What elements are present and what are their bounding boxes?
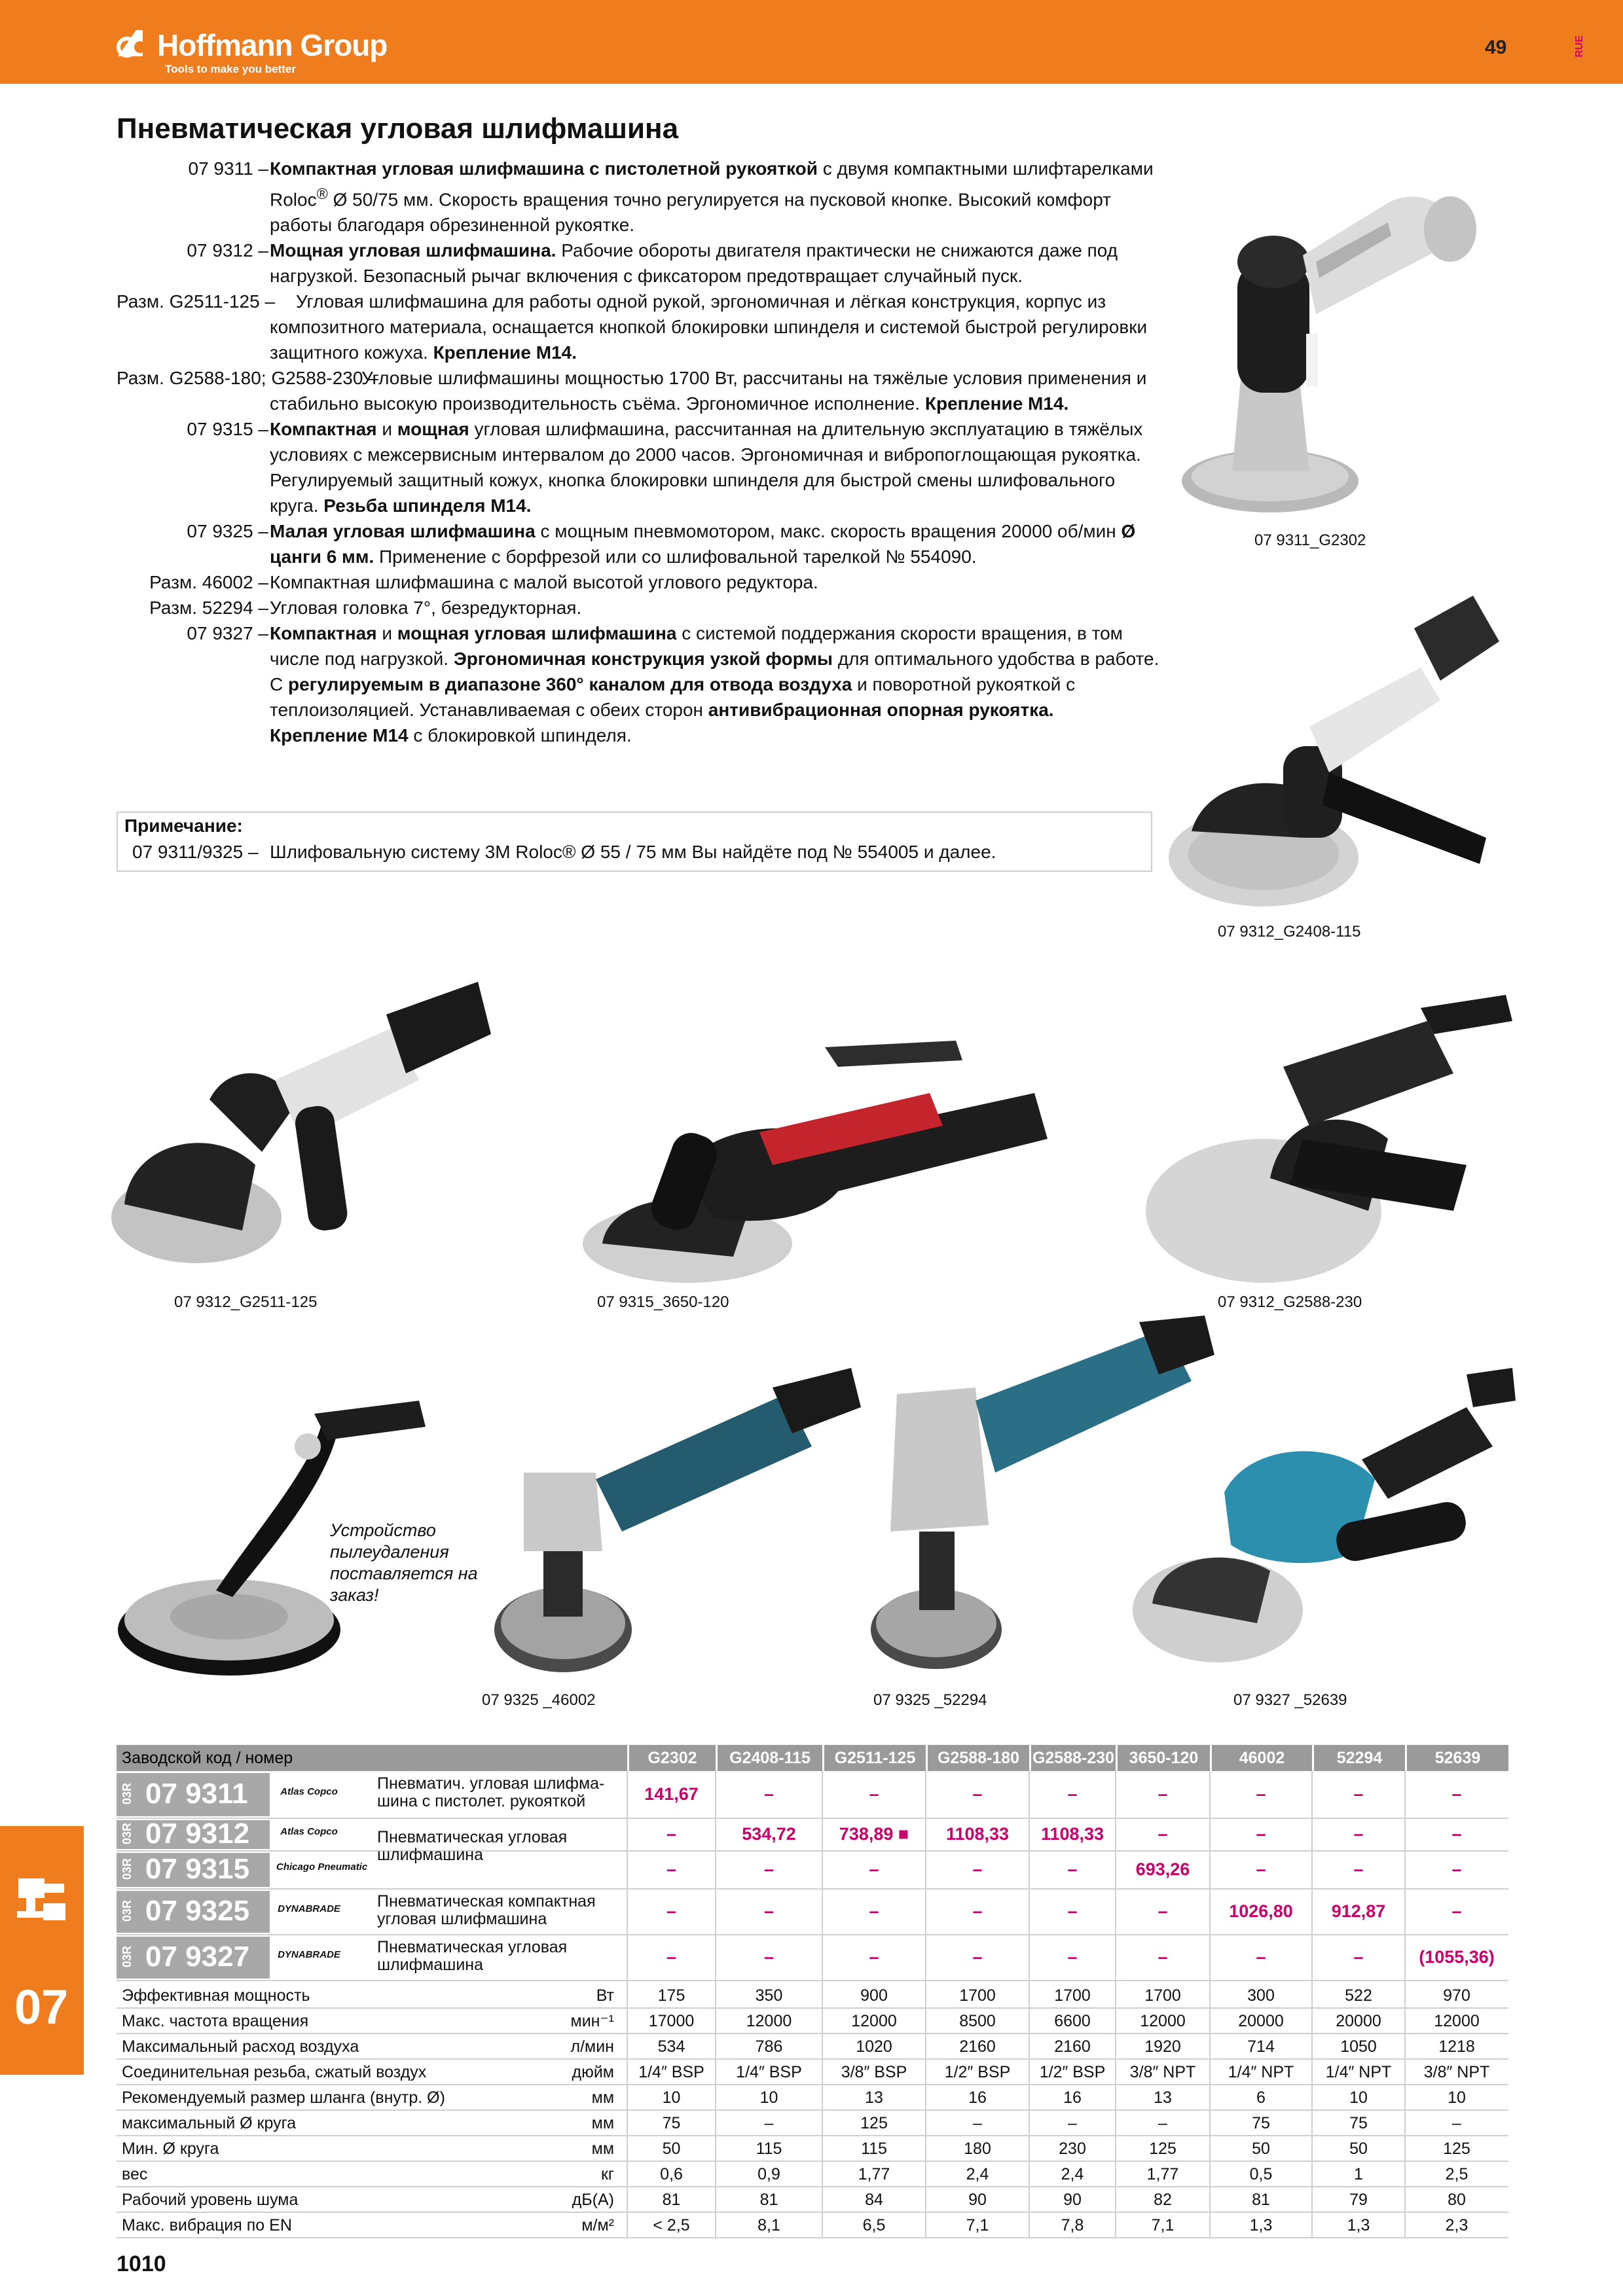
spec-value: 125 [1443,2140,1470,2158]
spec-value: 2,4 [1061,2165,1084,2183]
product-number-cell [117,1853,270,1887]
spec-value: – [1068,2114,1077,2132]
spec-value: 81 [662,2191,681,2209]
description-row [0,569,1165,595]
spec-value: 10 [1448,2089,1466,2107]
column-header: 46002 [1210,1745,1312,1771]
price-cell: 141,67 [644,1784,699,1804]
spec-value: 20000 [1238,2012,1284,2030]
brand-tagline: Tools to make you better [165,63,296,75]
product-description: Пневматич. угловая шлифма-шина с пистолет. рукояткой [377,1774,605,1810]
price-cell: 1026,80 [1229,1901,1293,1921]
product-prefix: 03R [120,1823,134,1845]
product-description: Пневматическая компактная угловая шлифмашина [377,1892,596,1928]
grinder-chapter-icon [13,1872,69,1931]
spec-row [117,2034,1508,2060]
price-cell: – [1451,1784,1462,1804]
spec-label: максимальный Ø круга [122,2114,297,2132]
description-text: Компактная и мощная угловая шлифмашина, рассчитанная на длительную эксплуатацию в тяжёлых условиях с межсервисным интервалом до 2000 часов. Эргономичная и вибропоглощающая рукоятка. Регулируемый защитный кожух, кнопка блокировки шпинделя для быстрой смены шлифовального круга. Резьба шпинделя M14. [270,419,1143,516]
spec-value: 7,1 [966,2216,989,2234]
spec-value: 1 [1354,2165,1363,2183]
price-cell: 912,87 [1331,1901,1386,1921]
spec-value: 10 [759,2089,778,2107]
price-cell: – [1256,1784,1266,1804]
price-cell: 1108,33 [1040,1824,1104,1844]
spec-value: 6 [1256,2089,1266,2107]
product-prefix: 03R [120,1946,134,1968]
product-row [117,1935,1508,1981]
brand-name: Hoffmann Group [157,28,388,62]
spec-value: – [764,2114,774,2132]
price-cell: – [869,1947,879,1967]
spec-value: 1/4″ BSP [736,2063,802,2081]
page-number-bottom: 1010 [117,2251,166,2276]
spec-value: 1/4″ NPT [1228,2063,1294,2081]
description-text: Крепление M14 с блокировкой шпинделя. [270,725,632,746]
spec-value: 300 [1247,1986,1275,2005]
spec-value: 1700 [1054,1986,1091,2005]
spec-value: 0,5 [1249,2165,1273,2183]
price-cell: – [1158,1784,1168,1804]
spec-value: 13 [865,2089,883,2107]
spec-value: 1700 [1144,1986,1181,2005]
price-cell: – [1067,1947,1078,1967]
spec-value: 1/4″ NPT [1325,2063,1392,2081]
spec-value: 8,1 [757,2216,780,2234]
spec-value: 2160 [1054,2037,1091,2056]
spec-value: 6,5 [862,2216,886,2234]
column-divider [1029,1771,1030,2238]
price-cell: 1108,33 [945,1824,1010,1844]
photo-caption: 07 9325 _46002 [482,1691,596,1709]
price-cell: – [1256,1859,1266,1879]
description-text: Компактная и мощная угловая шлифмашина с системой поддержания скорости вращения, в том числе под нагрузкой. Эргономичная конструкция узкой формы для оптимального удобства в работе. С регулируемым в диапазоне 360° каналом для отвода воздуха и поворотной рукояткой с теплоизоляцией. Устанавливаемая с обеих сторон антивибрационная опорная рукоятка. [270,623,1159,721]
row-divider [117,1980,1508,1981]
product-number[interactable]: 07 9311 [145,1778,248,1810]
price-cell: – [1353,1784,1364,1804]
product-number[interactable]: 07 9327 [145,1941,250,1973]
spec-row [117,1983,1508,2009]
spec-label: Соединительная резьба, сжатый воздух [122,2063,427,2081]
spec-value: 115 [861,2140,887,2158]
note-text: Шлифовальную систему 3M Roloc® Ø 55 / 75 мм Вы найдёте под № 554005 и далее. [270,842,996,862]
spec-unit: мин⁻¹ [570,2012,614,2030]
spec-value: 2,3 [1445,2216,1468,2234]
price-cell: – [1451,1824,1462,1844]
spec-value: 16 [968,2089,987,2107]
row-divider [117,2237,1508,2238]
spec-unit: мм [591,2089,614,2107]
spec-value: < 2,5 [653,2216,690,2234]
spec-value: 1,77 [858,2165,890,2183]
price-cell: 693,26 [1135,1859,1190,1879]
spec-value: 900 [860,1986,888,2005]
note-box [117,812,1152,872]
note-title: Примечание: [124,816,243,836]
description-code: 07 9312 – [187,240,268,261]
column-divider [1209,1771,1211,2238]
column-header: G2511-125 [822,1745,926,1771]
product-photo-46002 [484,1368,864,1682]
price-cell: – [1451,1901,1462,1921]
product-photo-52639 [1126,1348,1519,1676]
spec-value: 1700 [959,1986,996,2005]
spec-value: 7,8 [1061,2216,1084,2234]
spec-value: 180 [964,2140,991,2158]
spec-unit: кг [600,2165,614,2183]
spec-label: Рекомендуемый размер шланга (внутр. Ø) [122,2089,445,2107]
spec-value: 1218 [1438,2037,1475,2056]
spec-value: 1,3 [1347,2216,1370,2234]
table-header [117,1745,1508,1771]
column-divider [1115,1771,1116,2238]
spec-value: 0,9 [757,2165,780,2183]
spec-value: 82 [1154,2191,1172,2209]
spec-value: 90 [1063,2191,1082,2209]
price-cell: (1055,36) [1419,1947,1495,1967]
spec-value: 90 [968,2191,987,2209]
price-cell: 534,72 [742,1824,796,1844]
product-number-cell [117,1773,270,1816]
spec-row [117,2060,1508,2085]
spec-label: Рабочий уровень шума [122,2191,299,2209]
description-code: 07 9311 – [188,158,268,179]
column-header: 3650-120 [1116,1745,1210,1771]
table-header-label: Заводской код / номер [122,1749,293,1767]
photo-caption: 07 9325 _52294 [873,1691,987,1709]
column-divider [1404,1771,1406,2238]
spec-value: 125 [860,2114,888,2132]
price-cell: 738,89 ■ [839,1824,909,1844]
spec-value: 1/2″ BSP [944,2063,1011,2081]
description-row [0,518,1165,569]
price-cell: – [1067,1784,1078,1804]
price-cell: – [1067,1901,1078,1921]
description-code: Разм. G2588-180; G2588-230 – [117,368,378,389]
product-row [117,1889,1508,1935]
product-row [117,1771,1508,1818]
column-header: G2588-180 [926,1745,1029,1771]
spec-label: Макс. вибрация по EN [122,2216,292,2234]
price-cell: – [1256,1947,1266,1967]
brand-logo: DYNABRADE [278,1903,340,1914]
description-code: Разм. G2511-125 – [117,291,276,312]
spec-value: 1050 [1340,2037,1377,2056]
spec-row [117,2085,1508,2111]
spec-label: Мин. Ø круга [122,2140,219,2158]
photo-caption: 07 9311_G2302 [1254,531,1366,549]
spec-value: 3/8″ NPT [1423,2063,1490,2081]
spec-label: вес [122,2165,148,2183]
extraction-note: Устройство пылеудаления поставляется на заказ! [330,1520,478,1605]
product-description: Пневматическая угловая шлифмашина [377,1938,568,1974]
photo-caption: 07 9312_G2408-115 [1218,923,1361,941]
description-row [0,156,1165,238]
product-description: Пневматическая угловая шлифмашина [377,1828,568,1864]
spec-row [117,2162,1508,2187]
description-text: Угловые шлифмашины мощностью 1700 Вт, рассчитаны на тяжёлые условия применения и стабильно высокую производительность съёма. Эргономичное исполнение. Крепление M14. [270,368,1147,414]
spec-value: 75 [1252,2114,1270,2132]
description-code: 07 9325 – [187,521,268,542]
price-cell: – [1158,1824,1168,1844]
column-header: 52294 [1312,1745,1405,1771]
spec-value: 7,1 [1151,2216,1175,2234]
spec-value: 10 [662,2089,681,2107]
column-divider [925,1771,926,2238]
spec-value: 10 [1349,2089,1368,2107]
description-text: Малая угловая шлифмашина с мощным пневмомотором, макс. скорость вращения 20000 об/мин Ø цанги 6 мм. Применение с борфрезой или со шлифовальной тарелкой № 554090. [270,521,1136,567]
spec-value: 714 [1247,2037,1275,2056]
description-text: Компактная шлифмашина с малой высотой углового редуктора. [270,572,818,593]
description-text: Угловая головка 7°, безредукторная. [270,598,582,619]
description-text: Компактная угловая шлифмашина с пистолетной рукояткой с двумя компактными шлифтарелками Roloc® Ø 50/75 мм. Скорость вращения точно регулируется на пусковой кнопке. Высокий комфорт работы благодаря обрезиненной рукоятке. [270,158,1154,236]
spec-unit: Вт [596,1986,614,2005]
spec-value: 75 [1349,2114,1368,2132]
product-number-cell [117,1891,270,1933]
price-cell: – [869,1784,879,1804]
spec-value: 2,4 [966,2165,989,2183]
spec-value: 79 [1349,2191,1368,2209]
spec-value: 1020 [856,2037,892,2056]
spec-value: 230 [1059,2140,1086,2158]
description-row [0,723,1165,748]
page-title: Пневматическая угловая шлифмашина [117,113,679,145]
price-cell: – [972,1784,983,1804]
spec-value: 12000 [746,2012,792,2030]
spec-value: 1/2″ BSP [1039,2063,1106,2081]
price-cell: – [1353,1824,1364,1844]
spec-value: 125 [1149,2140,1176,2158]
spec-value: 350 [755,1986,783,2005]
spec-value: 175 [657,1986,685,2005]
spec-value: 50 [1252,2140,1270,2158]
price-cell: – [763,1901,775,1921]
spec-label: Максимальный расход воздуха [122,2037,359,2056]
price-cell: – [666,1859,677,1879]
spec-value: 6600 [1054,2012,1091,2030]
column-header: 52639 [1405,1745,1508,1771]
spec-value: 2160 [959,2037,996,2056]
spec-value: 81 [1252,2191,1270,2209]
price-cell: – [666,1947,677,1967]
spec-row [117,2111,1508,2136]
spec-unit: мм [591,2114,614,2132]
product-number[interactable]: 07 9315 [145,1853,250,1885]
photo-caption: 07 9315_3650-120 [597,1293,729,1311]
spec-value: 0,6 [660,2165,683,2183]
product-photo-3650-120 [563,1028,1048,1289]
spec-row [117,2213,1508,2238]
spec-value: – [973,2114,982,2132]
hoffmann-logo-icon [117,27,149,58]
spec-value: 786 [755,2037,783,2056]
product-photo-g2408-115 [1165,576,1532,916]
brand-logo: Chicago Pneumatic [276,1861,368,1873]
spec-value: 1,77 [1146,2165,1179,2183]
product-photo-g2588-230 [1139,995,1519,1289]
column-header: G2588-230 [1029,1745,1116,1771]
description-row [0,416,1165,518]
spec-value: 50 [662,2140,681,2158]
price-cell: – [763,1947,775,1967]
spec-value: 12000 [851,2012,897,2030]
spec-row [117,2187,1508,2213]
spec-unit: м/м² [581,2216,614,2234]
price-cell: – [972,1947,983,1967]
description-code: 07 9315 – [187,419,268,440]
brand-logo: Atlas Copco [280,1786,338,1797]
description-code: Разм. 46002 – [149,572,268,593]
product-photo-g2511-125 [111,956,498,1289]
spec-value: 970 [1443,1986,1470,2005]
price-cell: – [1158,1947,1168,1967]
spec-unit: л/мин [570,2037,614,2056]
spec-value: 75 [662,2114,681,2132]
spec-label: Эффективная мощность [122,1986,310,2005]
price-cell: – [666,1901,677,1921]
chapter-tab[interactable] [0,1826,84,2075]
price-cell: – [666,1824,677,1844]
spec-value: 115 [756,2140,782,2158]
price-cell: – [972,1859,983,1879]
price-cell: – [972,1901,983,1921]
photo-caption: 07 9312_G2511-125 [174,1293,318,1311]
column-divider [1311,1771,1313,2238]
spec-value: 20000 [1336,2012,1381,2030]
spec-value: 3/8″ NPT [1129,2063,1196,2081]
price-cell: – [1353,1947,1364,1967]
spec-unit: мм [591,2140,614,2158]
photo-caption: 07 9312_G2588-230 [1218,1293,1362,1311]
column-header: G2302 [627,1745,716,1771]
spec-value: 1,3 [1249,2216,1273,2234]
description-code: Разм. 52294 – [149,598,268,619]
product-description [0,156,1165,748]
price-cell: – [1256,1824,1266,1844]
spec-value: – [1452,2114,1461,2132]
description-row [0,289,1165,365]
price-cell: – [1353,1859,1364,1879]
language-code: RUE [1574,35,1585,58]
description-code: 07 9327 – [187,623,268,644]
spec-value: 12000 [1434,2012,1480,2030]
spec-value: 17000 [648,2012,695,2030]
description-text: Угловая шлифмашина для работы одной рукой, эргономичная и лёгкая конструкция, корпус из композитного материала, оснащается кнопкой блокировки шпинделя и системой быстрой регулировки защитного кожуха. Крепление M14. [270,291,1148,363]
spec-value: 84 [865,2191,883,2209]
description-row [0,595,1165,620]
price-cell: – [763,1784,775,1804]
description-row [0,620,1165,723]
product-number-cell [117,1937,270,1979]
note-code: 07 9311/9325 – [132,842,259,862]
description-row [0,238,1165,289]
page-number-top: 49 [1485,37,1507,58]
spec-value: 8500 [959,2012,996,2030]
column-header: G2408-115 [716,1745,822,1771]
photo-caption: 07 9327 _52639 [1233,1691,1347,1709]
product-prefix: 03R [120,1858,134,1880]
price-cell: – [1067,1859,1078,1879]
product-row [117,1818,1508,1851]
spec-value: 12000 [1140,2012,1186,2030]
spec-value: 81 [759,2191,778,2209]
spec-value: 1920 [1144,2037,1181,2056]
spec-value: 1/4″ BSP [638,2063,704,2081]
price-cell: – [763,1859,775,1879]
column-divider [822,1771,823,2238]
spec-value: 3/8″ BSP [841,2063,907,2081]
spec-value: 534 [657,2037,685,2056]
spec-unit: дюйм [572,2063,614,2081]
spec-unit: дБ(А) [572,2191,614,2209]
price-cell: – [869,1859,879,1879]
spec-row [117,2009,1508,2034]
brand-logo: DYNABRADE [278,1949,340,1960]
product-prefix: 03R [120,1900,134,1922]
product-number-cell [117,1820,270,1849]
spec-value: 50 [1349,2140,1368,2158]
spec-row [117,2136,1508,2162]
spec-label: Макс. частота вращения [122,2012,309,2030]
column-divider [627,1771,628,2238]
price-cell: – [1451,1859,1462,1879]
spec-value: – [1158,2114,1167,2132]
description-row [0,365,1165,416]
product-photo-g2302 [1172,164,1512,530]
spec-value: 13 [1154,2089,1172,2107]
product-number[interactable]: 07 9312 [145,1818,250,1850]
price-cell: – [1158,1901,1168,1921]
brand-logo: Atlas Copco [280,1826,338,1837]
page-header [0,0,1623,84]
chapter-number: 07 [14,1980,69,2034]
column-divider [715,1771,716,2238]
product-number[interactable]: 07 9325 [145,1895,250,1927]
product-row [117,1851,1508,1889]
spec-value: 522 [1345,1986,1372,2005]
product-prefix: 03R [120,1783,134,1805]
spec-value: 2,5 [1445,2165,1468,2183]
price-cell: – [869,1901,879,1921]
description-text: Мощная угловая шлифмашина. Рабочие обороты двигателя практически не снижаются даже под нагрузкой. Безопасный рычаг включения с фиксатором предотвращает случайный пуск. [270,240,1118,287]
spec-value: 16 [1063,2089,1082,2107]
spec-value: 80 [1448,2191,1466,2209]
